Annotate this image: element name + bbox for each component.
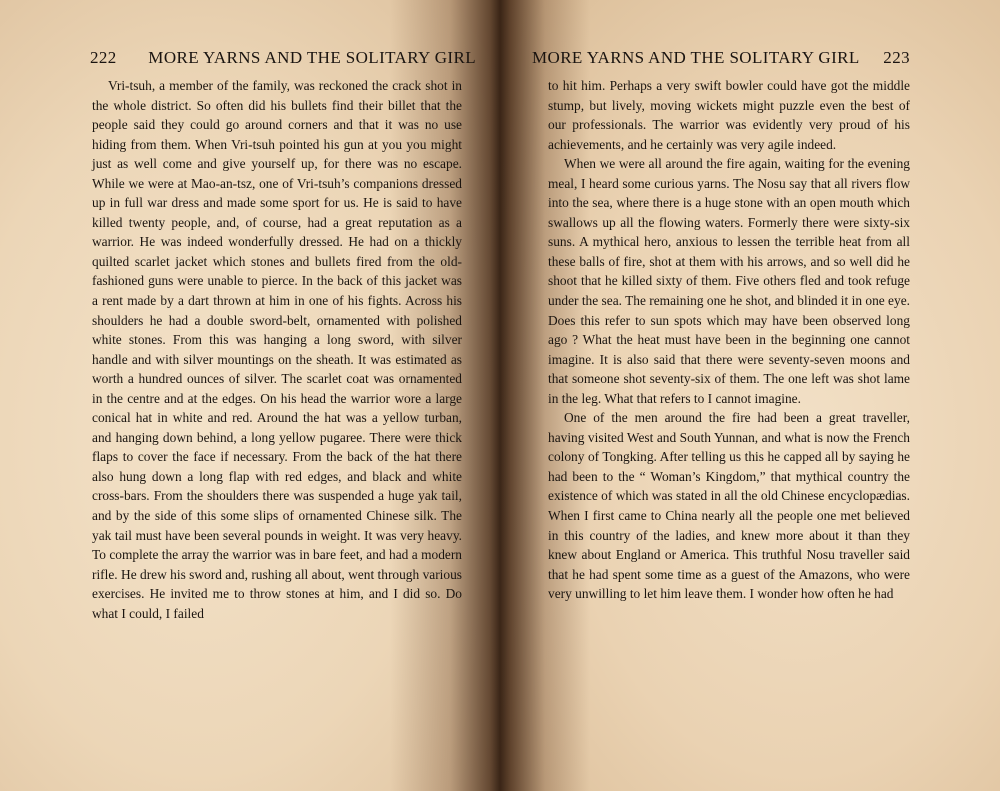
right-page-number: 223 [883, 48, 910, 67]
left-page-header [90, 48, 476, 68]
right-paragraph-2: When we were all around the fire again, waiting for the evening meal, I heard some curious yarns. The Nosu say that all rivers flow into the sea, where there is a huge stone with an open mouth which swallows up all the flowing waters. Formerly there were sixty-six suns. A mythical hero, anxious to lessen the terrible heat from all these balls of fire, shot at them with his arrows, and so well did he shoot that he killed sixty of them. Five others fled and took refuge under the sea. The remaining one he shot, and blinded it in one eye. Does this refer to sun spots which may have been observed long ago ? What the heat must have been in the beginning one cannot imagine. It is also said that there were seventy-seven moons and that someone shot seventy-six of them. The one left was shot lame in the leg. What that refers to I cannot imagine. [548, 156, 910, 406]
left-page-body [92, 76, 462, 623]
left-paragraph-1: Vri-tsuh, a member of the family, was reckoned the crack shot in the whole district. So often did his bullets find their billet that the people said they could go around corners and that it was no use hiding from them. When Vri-tsuh pointed his gun at you you might just as well come and give yourself up, for there was no escape. While we were at Mao-an-tsz, one of Vri-tsuh’s companions dressed up in full war dress and made some sport for us. He is said to have killed twenty people, and, of course, had a great reputation as a warrior. He was indeed wonderfully dressed. He had on a thickly quilted scarlet jacket which stones and bullets fired from the old-fashioned guns were unable to pierce. In the back of this jacket was a rent made by a dart thrown at him in one of his fights. Across his shoulders he had a double sword-belt, ornamented with polished white stones. From this was hanging a long sword, with silver handle and with silver mountings on the sheath. It was estimated as worth a hundred ounces of silver. The scarlet coat was ornamented in the centre and at the edges. On his head the warrior wore a large conical hat in white and red. Around the hat was a yellow turban, and hanging down behind, a long yellow pugaree. There were thick flaps to cover the face if necessary. From the back of the hat there also hung down a long flap with red edges, and black and white cross-bars. From the shoulders there was suspended a huge yak tail, and by the side of this some slips of ornamented Chinese silk. The yak tail must have been several pounds in weight. It was very heavy. To complete the array the warrior was in bare feet, and had a modern rifle. He drew his sword and, rushing all about, went through various exercises. He invited me to throw stones at him, and I did so. Do what I could, I failed [92, 78, 462, 621]
right-page-body [548, 76, 910, 604]
right-page-header [532, 48, 910, 68]
right-running-head: MORE YARNS AND THE SOLITARY GIRL [532, 48, 860, 67]
left-page-number: 222 [90, 48, 117, 67]
right-paragraph-3: One of the men around the fire had been a great traveller, having visited West and South Yunnan, and what is now the French colony of Tongking. After telling us this he capped all by saying he had been to the “ Woman’s Kingdom,” that mythical country the existence of which was stated in all the old Chinese encyclopædias. When I first came to China nearly all the people one met believed in this country of the ladies, and knew more about it than they knew about England or America. This truthful Nosu traveller said that he had spent some time as a guest of the Amazons, who were very unwilling to let him leave them. I wonder how often he had [548, 410, 910, 602]
right-page [500, 0, 1000, 791]
right-paragraph-1: to hit him. Perhaps a very swift bowler could have got the middle stump, but lively, moving wickets might puzzle even the best of our professionals. The warrior was evidently very proud of his achievements, and he certainly was very agile indeed. [548, 78, 910, 152]
left-running-head: MORE YARNS AND THE SOLITARY GIRL [148, 48, 476, 67]
